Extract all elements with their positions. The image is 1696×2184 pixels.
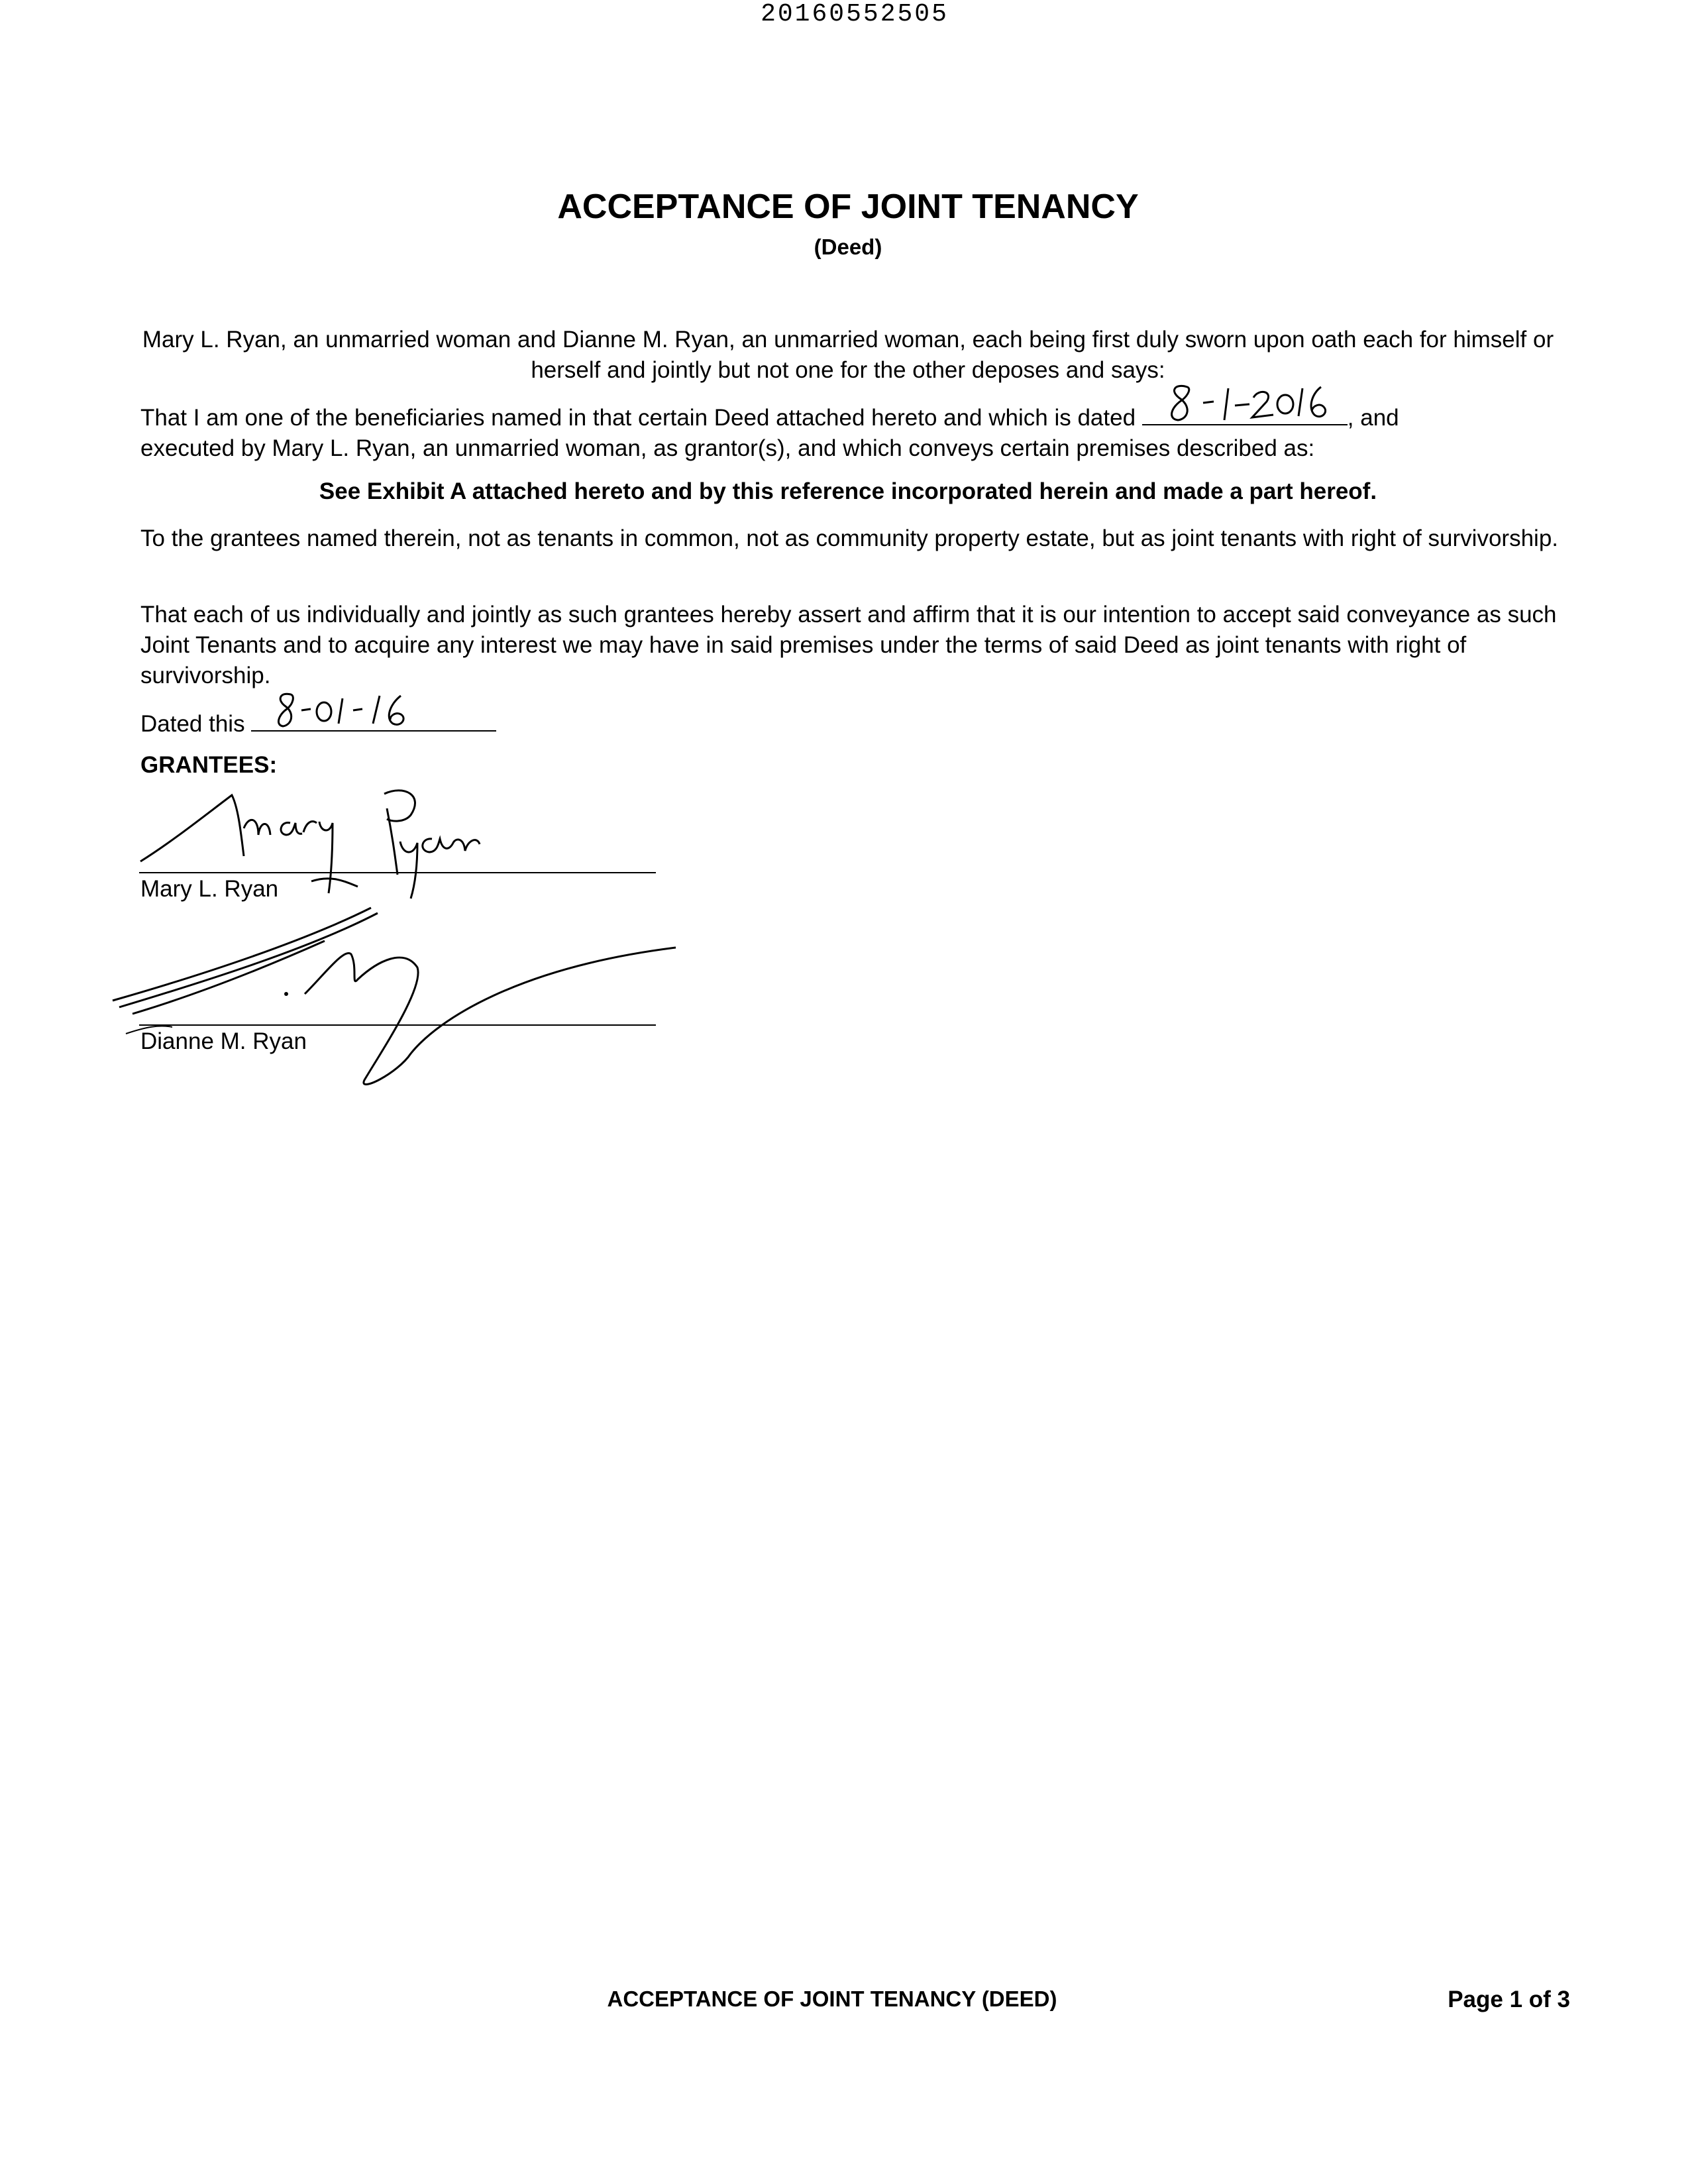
page-indicator: Page 1 of 3	[1448, 1987, 1570, 2012]
deed-date-text-before: That I am one of the beneficiaries named in that certain Deed attached hereto and which is dated	[140, 405, 1136, 431]
signer-name-1: Mary L. Ryan	[140, 876, 279, 902]
signer-name-2: Dianne M. Ryan	[140, 1028, 307, 1054]
deed-date-text-after: , and	[1347, 405, 1399, 431]
exhibit-statement: See Exhibit A attached hereto and by this reference incorporated herein and made a part hereof.	[319, 478, 1377, 504]
intro-paragraph: Mary L. Ryan, an unmarried woman and Dianne M. Ryan, an unmarried woman, each being first duly sworn upon oath each for himself or herself and jointly but not one for the other deposes and says:	[142, 327, 1554, 383]
grantees-heading: GRANTEES:	[140, 752, 278, 778]
deed-date-handwriting	[1162, 379, 1341, 425]
document-title: ACCEPTANCE OF JOINT TENANCY	[557, 188, 1139, 226]
signature-line-2	[139, 1024, 656, 1026]
affirmation-paragraph: That each of us individually and jointly as such grantees hereby assert and affirm that it is our intention to accept said conveyance as such Joint Tenants and to acquire any interest we may have in said premises under the terms of said Deed as joint tenants with right of survivorship.	[140, 602, 1557, 688]
signature-line-1	[139, 872, 656, 873]
footer-title: ACCEPTANCE OF JOINT TENANCY (DEED)	[607, 1987, 1057, 2011]
dated-this-handwriting	[271, 689, 430, 732]
deed-date-text-line2: executed by Mary L. Ryan, an unmarried woman, as grantor(s), and which conveys certain premises described as:	[140, 435, 1315, 461]
dianne-ryan-signature	[106, 901, 689, 1100]
document-number: 20160552505	[761, 0, 949, 28]
dated-this-label: Dated this	[140, 711, 245, 737]
dated-this-field	[251, 704, 496, 732]
grantees-paragraph: To the grantees named therein, not as tenants in common, not as community property estate, but as joint tenants with right of survivorship.	[140, 525, 1559, 551]
deed-date-paragraph	[140, 398, 1564, 464]
dated-this-line	[140, 704, 496, 739]
document-subtitle: (Deed)	[814, 235, 882, 259]
deed-date-field	[1142, 398, 1348, 425]
